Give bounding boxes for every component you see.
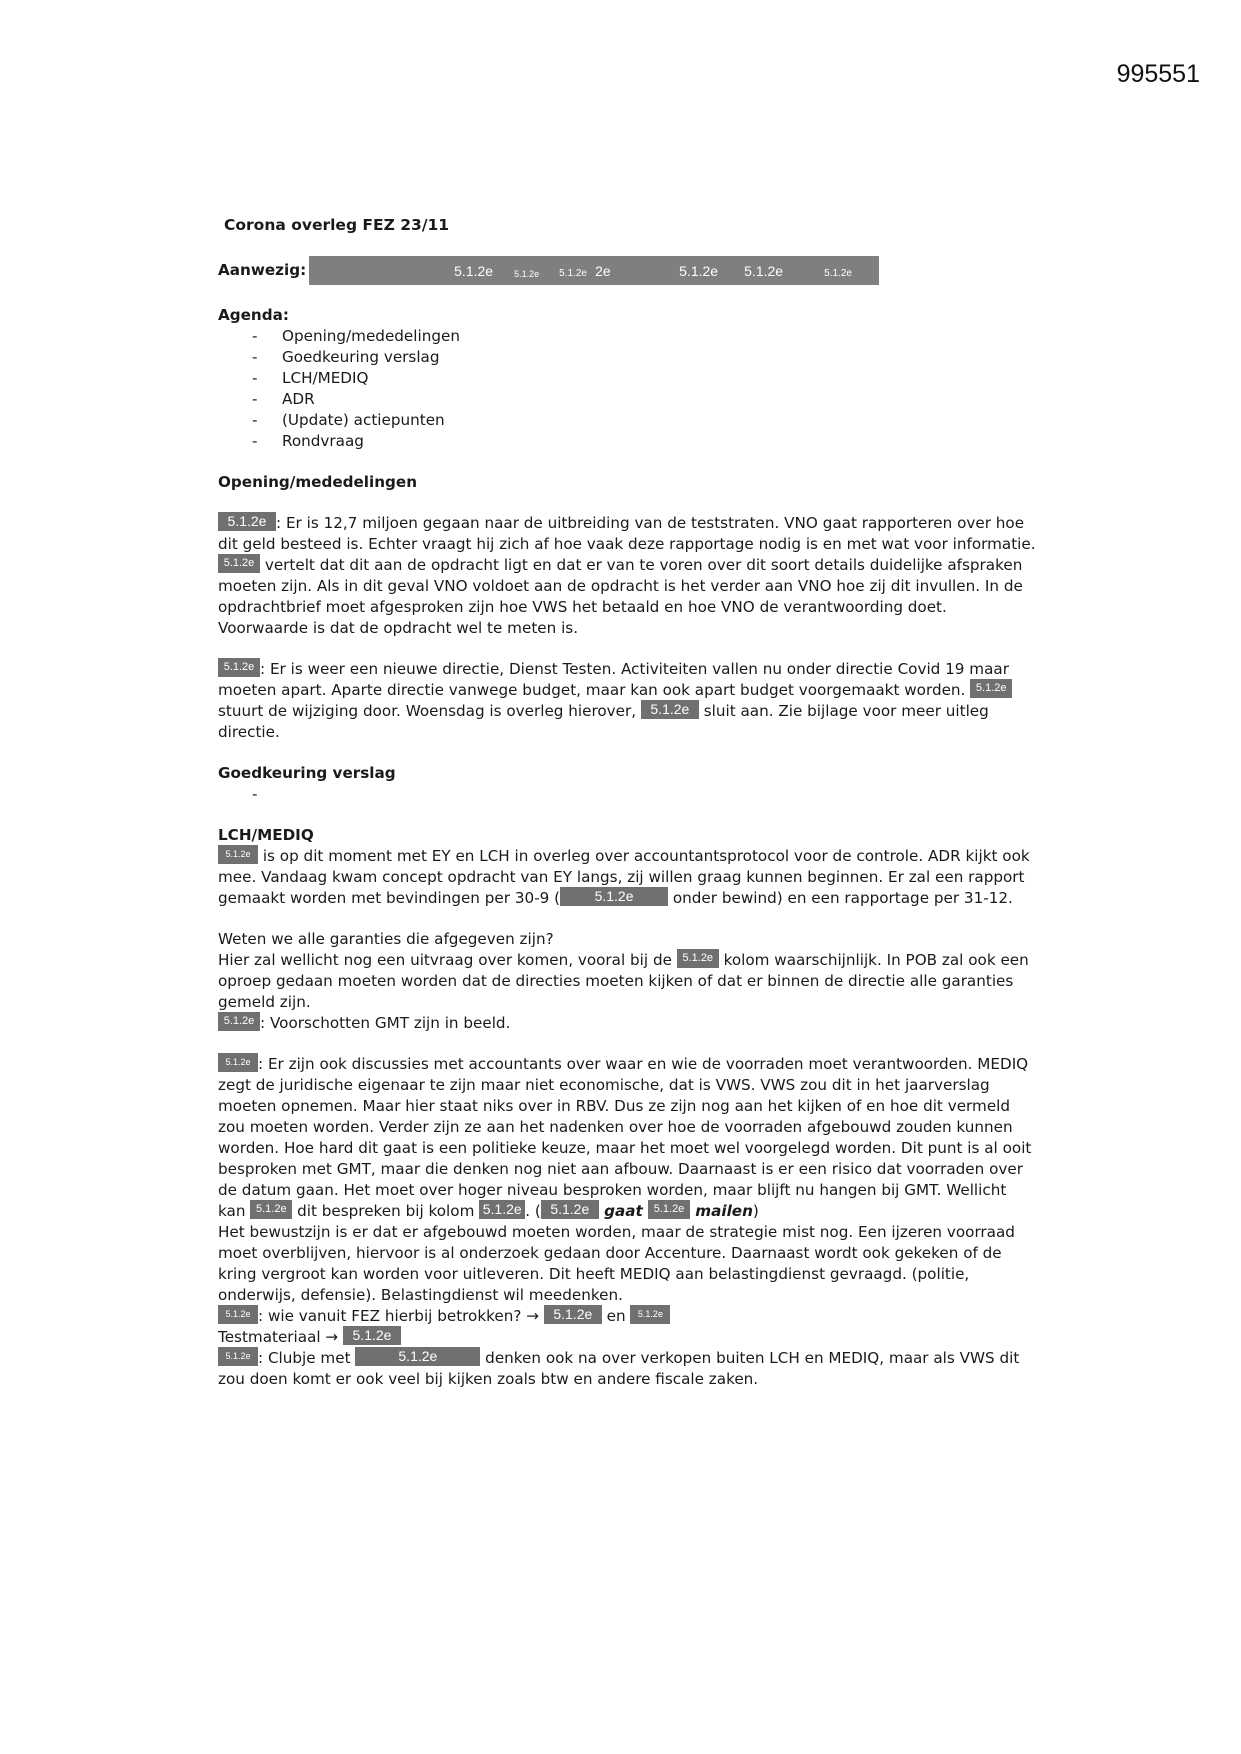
- agenda-item: - Rondvraag: [252, 431, 1038, 452]
- redaction: 5.1.2e: [824, 268, 852, 279]
- lch-paragraph-6: 5.1.2e : wie vanuit FEZ hierbij betrokken? → 5.1.2e en 5.1.2e: [218, 1306, 1038, 1327]
- opening-heading: Opening/mededelingen: [218, 473, 418, 491]
- redaction: 5.1.2e: [679, 263, 719, 279]
- redaction: 5.1.2e: [454, 263, 494, 279]
- document-title: Corona overleg FEZ 23/11: [224, 216, 450, 234]
- redaction: 5.1.2e: [559, 268, 587, 279]
- redaction: 5.1.2e: [744, 263, 784, 279]
- redaction: 5.1.2e: [677, 949, 719, 968]
- redaction: 5.1.2e: [648, 1200, 690, 1219]
- redaction: 2e: [595, 263, 611, 279]
- redaction: 5.1.2e: [218, 845, 258, 864]
- redaction: 5.1.2e: [343, 1326, 401, 1345]
- redaction: 5.1.2e: [218, 1012, 260, 1031]
- approval-item: -: [252, 785, 258, 803]
- agenda-item: - LCH/MEDIQ: [252, 368, 1038, 389]
- lch-paragraph-4: 5.1.2e : Er zijn ook discussies met accountants over waar en wie de voorraden moet verantwoorden. MEDIQ zegt de juridische eigenaar te zijn maar niet economische, dat is VWS. VWS zou dit in het jaarverslag moeten opnemen. Maar hier staat niks over in RBV. Dus ze zijn nog aan het kijken of en hoe dit vermeld zou moeten worden. Verder zijn ze aan het nadenken over hoe de voorraden afgebouwd zouden kunnen worden. Hoe hard dit gaat is een politieke keuze, maar het moet wel voorgelegd worden. Dit punt is al ooit besproken met GMT, maar die denken nog niet aan afbouw. Daarnaast is er een risico dat voorraden over de datum gaan. Het moet over hoger niveau besproken worden, maar blijft nu hangen bij GMT. Wellicht kan 5.1.2e dit bespreken bij kolom 5.1.2e . ( 5.1.2e gaat 5.1.2e mailen): [218, 1055, 1032, 1220]
- redaction: 5.1.2e: [541, 1200, 599, 1219]
- lch-question: Weten we alle garanties die afgegeven zijn?: [218, 930, 554, 948]
- redaction: 5.1.2e: [250, 1200, 292, 1219]
- agenda-heading: Agenda:: [218, 306, 289, 324]
- agenda-item: - ADR: [252, 389, 1038, 410]
- document-number: 995551: [1116, 60, 1200, 88]
- lch-paragraph-2: Hier zal wellicht nog een uitvraag over komen, vooral bij de 5.1.2e kolom waarschijnlijk. In POB zal ook een oproep gedaan moeten worden dat de directies moeten kijken of dat er binnen de directie alle garanties gemeld zijn.: [218, 951, 1029, 1011]
- redaction: 5.1.2e: [218, 554, 260, 573]
- lch-heading: LCH/MEDIQ: [218, 826, 314, 844]
- redaction: 5.1.2e: [218, 658, 260, 677]
- redaction: 5.1.2e: [514, 269, 540, 279]
- redaction: 5.1.2e: [218, 1347, 258, 1366]
- approval-heading: Goedkeuring verslag: [218, 764, 396, 782]
- agenda-item: - Goedkeuring verslag: [252, 347, 1038, 368]
- redaction: 5.1.2e: [641, 700, 699, 719]
- lch-paragraph-3: 5.1.2e : Voorschotten GMT zijn in beeld.: [218, 1013, 1038, 1034]
- lch-paragraph-5: Het bewustzijn is er dat er afgebouwd moeten worden, maar de strategie mist nog. Een ijzeren voorraad moet overblijven, hiervoor is al onderzoek gedaan door Accenture. Daarnaast wordt ook gekeken of de kring vergroot kan worden voor uitleveren. Dit heeft MEDIQ aan belastingdienst gevraagd. (politie, onderwijs, defensie). Belastingdienst wil meedenken.: [218, 1223, 1015, 1304]
- redaction: 5.1.2e: [970, 679, 1012, 698]
- redaction: 5.1.2e: [218, 1305, 258, 1324]
- redaction: 5.1.2e: [479, 1200, 525, 1219]
- redaction: 5.1.2e: [630, 1305, 670, 1324]
- document-page: [218, 215, 1038, 1390]
- attendance-redaction-bar: [309, 256, 879, 285]
- redaction: 5.1.2e: [560, 887, 668, 906]
- lch-paragraph-1: 5.1.2e is op dit moment met EY en LCH in overleg over accountantsprotocol voor de controle. ADR kijkt ook mee. Vandaag kwam concept opdracht van EY langs, zij willen graag kunnen beginnen. Er zal een rapport gemaakt worden met bevindingen per 30-9 ( 5.1.2e onder bewind) en een rapportage per 31-12.: [218, 847, 1030, 907]
- agenda-item: - Opening/mededelingen: [252, 326, 1038, 347]
- redaction: 5.1.2e: [544, 1305, 602, 1324]
- agenda-item: - (Update) actiepunten: [252, 410, 1038, 431]
- agenda-list: [218, 326, 1038, 452]
- lch-paragraph-7: Testmateriaal → 5.1.2e: [218, 1327, 1038, 1348]
- attendance-label: Aanwezig:: [218, 261, 307, 279]
- redaction: 5.1.2e: [218, 1053, 258, 1072]
- redaction: 5.1.2e: [355, 1347, 480, 1366]
- lch-paragraph-8: 5.1.2e : Clubje met 5.1.2e denken ook na over verkopen buiten LCH en MEDIQ, maar als VWS dit zou doen komt er ook veel bij kijken zoals btw en andere fiscale zaken.: [218, 1348, 1020, 1388]
- opening-paragraph-2: 5.1.2e : Er is weer een nieuwe directie, Dienst Testen. Activiteiten vallen nu onder directie Covid 19 maar moeten apart. Aparte directie vanwege budget, maar kan ook apart budget voorgemaakt worden. 5.1.2e stuurt de wijziging door. Woensdag is overleg hierover, 5.1.2e sluit aan. Zie bijlage voor meer uitleg directie.: [218, 659, 1038, 743]
- attendance-row: [218, 256, 1038, 285]
- opening-paragraph-1: 5.1.2e : Er is 12,7 miljoen gegaan naar de uitbreiding van de teststraten. VNO gaat rapporteren over hoe dit geld besteed is. Echter vraagt hij zich af hoe vaak deze rapportage nodig is en met wat voor informatie. 5.1.2e vertelt dat dit aan de opdracht ligt en dat er van te voren over dit soort details duidelijke afspraken moeten zijn. Als in dit geval VNO voldoet aan de opdracht is het verder aan VNO hoe zij dit invullen. In de opdrachtbrief moet afgesproken zijn hoe VWS het betaald en hoe VNO de verantwoording doet. Voorwaarde is dat de opdracht wel te meten is.: [218, 513, 1036, 637]
- redaction: 5.1.2e: [218, 512, 276, 531]
